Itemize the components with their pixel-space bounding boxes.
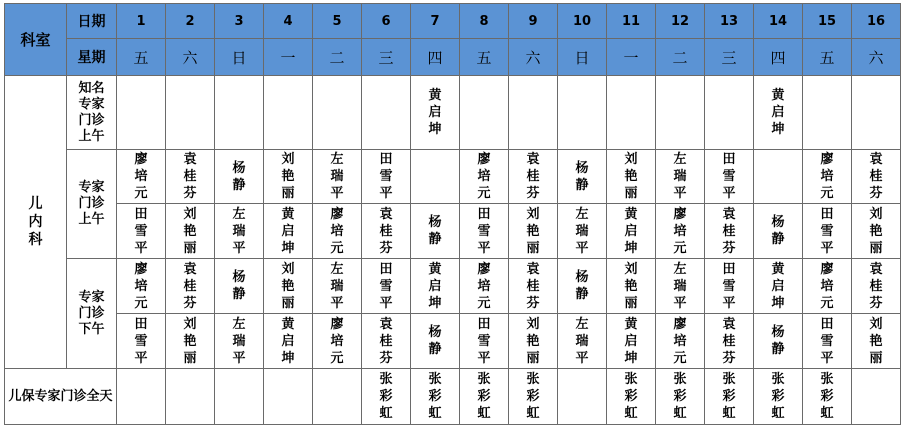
doctor-cell	[264, 150, 313, 204]
doctor-cell	[313, 314, 362, 369]
session-label-expert-pm	[67, 259, 117, 369]
doctor-cell	[117, 76, 166, 150]
doctor-cell	[754, 259, 803, 314]
doctor-cell	[705, 76, 754, 150]
doctor-cell-text: 田雪平	[134, 206, 148, 256]
doctor-cell	[264, 369, 313, 425]
doctor-cell-text: 杨静	[428, 325, 442, 357]
doctor-cell	[509, 369, 558, 425]
doctor-cell	[460, 76, 509, 150]
doctor-cell	[803, 369, 852, 425]
weekday-cell: 日	[215, 39, 264, 76]
doctor-cell	[509, 204, 558, 259]
doctor-cell	[264, 76, 313, 150]
weekday-cell: 二	[656, 39, 705, 76]
weekday-cell: 一	[607, 39, 656, 76]
doctor-cell-text: 袁桂芬	[183, 152, 197, 201]
date-cell: 2	[166, 4, 215, 39]
doctor-cell-text: 杨静	[428, 215, 442, 247]
doctor-cell	[607, 369, 656, 425]
doctor-cell	[411, 76, 460, 150]
date-cell: 3	[215, 4, 264, 39]
doctor-cell	[166, 204, 215, 259]
doctor-cell	[215, 314, 264, 369]
doctor-cell	[264, 204, 313, 259]
doctor-cell-text: 左瑞平	[575, 316, 589, 366]
doctor-cell	[215, 259, 264, 314]
doctor-cell-text: 杨静	[575, 270, 589, 302]
date-header-row	[5, 4, 901, 39]
doctor-cell	[607, 150, 656, 204]
doctor-cell	[362, 204, 411, 259]
date-cell: 16	[852, 4, 901, 39]
expert-pm-row-2	[5, 314, 901, 369]
doctor-cell	[215, 369, 264, 425]
weekday-cell: 五	[460, 39, 509, 76]
doctor-cell-text: 田雪平	[379, 261, 393, 311]
doctor-cell-text: 刘艳丽	[624, 261, 638, 311]
doctor-cell-text: 张彩虹	[526, 372, 540, 421]
doctor-cell-text: 左瑞平	[673, 261, 687, 311]
doctor-cell	[705, 204, 754, 259]
doctor-cell	[558, 369, 607, 425]
doctor-cell	[264, 314, 313, 369]
doctor-cell	[803, 150, 852, 204]
doctor-cell	[362, 314, 411, 369]
session-label-expert-pm-text: 专家门诊下午	[78, 289, 105, 337]
doctor-cell-text: 廖培元	[134, 152, 148, 201]
session-label-famous-am	[67, 76, 117, 150]
doctor-cell	[705, 150, 754, 204]
doctor-cell-text: 张彩虹	[722, 372, 736, 421]
date-cell: 15	[803, 4, 852, 39]
doctor-cell	[313, 259, 362, 314]
doctor-cell	[362, 76, 411, 150]
doctor-cell	[656, 76, 705, 150]
doctor-cell-text: 黄启坤	[624, 206, 638, 256]
doctor-cell	[803, 314, 852, 369]
doctor-cell	[705, 369, 754, 425]
date-cell: 9	[509, 4, 558, 39]
doctor-cell	[117, 259, 166, 314]
doctor-cell	[852, 369, 901, 425]
doctor-cell-text: 田雪平	[477, 206, 491, 256]
doctor-cell	[166, 259, 215, 314]
weekday-cell: 五	[117, 39, 166, 76]
doctor-cell	[117, 150, 166, 204]
doctor-cell	[607, 314, 656, 369]
expert-pm-row-1	[5, 259, 901, 314]
date-cell: 1	[117, 4, 166, 39]
doctor-cell	[754, 150, 803, 204]
doctor-cell	[803, 259, 852, 314]
doctor-cell-text: 张彩虹	[771, 372, 785, 421]
date-cell: 6	[362, 4, 411, 39]
doctor-cell-text: 袁桂芬	[526, 152, 540, 201]
doctor-cell	[264, 259, 313, 314]
weekday-cell: 日	[558, 39, 607, 76]
doctor-cell-text: 左瑞平	[232, 316, 246, 366]
doctor-cell-text: 张彩虹	[477, 372, 491, 421]
date-cell: 7	[411, 4, 460, 39]
doctor-cell-text: 杨静	[575, 160, 589, 193]
doctor-cell-text: 刘艳丽	[526, 316, 540, 366]
date-cell: 11	[607, 4, 656, 39]
doctor-cell-text: 袁桂芬	[722, 206, 736, 256]
doctor-cell-text: 廖培元	[820, 261, 834, 311]
doctor-cell-text: 田雪平	[820, 316, 834, 366]
doctor-cell	[411, 204, 460, 259]
doctor-cell	[411, 369, 460, 425]
doctor-cell-text: 袁桂芬	[869, 152, 883, 201]
date-label: 日期	[67, 4, 117, 39]
doctor-cell	[460, 259, 509, 314]
weekday-label: 星期	[67, 39, 117, 76]
doctor-cell	[754, 369, 803, 425]
schedule-table	[4, 3, 901, 425]
doctor-cell-text: 袁桂芬	[379, 206, 393, 256]
doctor-cell	[852, 314, 901, 369]
doctor-cell-text: 袁桂芬	[722, 316, 736, 366]
weekday-cell: 六	[509, 39, 558, 76]
expert-am-row-1	[5, 150, 901, 204]
doctor-cell	[215, 150, 264, 204]
doctor-cell	[117, 369, 166, 425]
date-cell: 13	[705, 4, 754, 39]
date-cell: 5	[313, 4, 362, 39]
doctor-cell	[509, 76, 558, 150]
doctor-cell	[460, 150, 509, 204]
doctor-cell-text: 廖培元	[134, 261, 148, 311]
doctor-cell-text: 左瑞平	[575, 206, 589, 256]
doctor-cell-text: 左瑞平	[673, 152, 687, 201]
doctor-cell	[215, 204, 264, 259]
doctor-cell-text: 田雪平	[379, 152, 393, 201]
weekday-cell: 四	[411, 39, 460, 76]
doctor-cell	[509, 314, 558, 369]
doctor-cell-text: 刘艳丽	[869, 206, 883, 256]
department-header: 科室	[5, 4, 67, 76]
doctor-cell-text: 黄启坤	[428, 261, 442, 311]
doctor-cell-text: 刘艳丽	[183, 316, 197, 366]
doctor-cell-text: 袁桂芬	[526, 261, 540, 311]
doctor-cell-text: 袁桂芬	[379, 316, 393, 366]
doctor-cell-text: 张彩虹	[673, 372, 687, 421]
doctor-cell-text: 田雪平	[722, 152, 736, 201]
doctor-cell-text: 杨静	[771, 325, 785, 357]
doctor-cell	[313, 369, 362, 425]
weekday-cell: 五	[803, 39, 852, 76]
doctor-cell-text: 袁桂芬	[183, 261, 197, 311]
doctor-cell-text: 张彩虹	[820, 372, 834, 421]
doctor-cell	[117, 204, 166, 259]
child-health-label: 儿保专家门诊全天	[5, 369, 117, 425]
doctor-cell	[656, 369, 705, 425]
doctor-cell	[313, 204, 362, 259]
department-cell	[5, 76, 67, 369]
doctor-cell	[607, 76, 656, 150]
doctor-cell-text: 田雪平	[134, 316, 148, 366]
doctor-cell-text: 田雪平	[722, 261, 736, 311]
doctor-cell	[362, 150, 411, 204]
doctor-cell-text: 刘艳丽	[624, 152, 638, 201]
doctor-cell	[558, 259, 607, 314]
doctor-cell	[166, 76, 215, 150]
doctor-cell	[460, 204, 509, 259]
doctor-cell-text: 廖培元	[673, 316, 687, 366]
doctor-cell	[215, 76, 264, 150]
doctor-cell-text: 田雪平	[820, 206, 834, 256]
doctor-cell-text: 袁桂芬	[869, 261, 883, 311]
weekday-cell: 六	[852, 39, 901, 76]
doctor-cell-text: 张彩虹	[624, 372, 638, 421]
doctor-cell	[509, 150, 558, 204]
doctor-cell	[362, 259, 411, 314]
doctor-cell	[166, 369, 215, 425]
doctor-cell	[411, 314, 460, 369]
doctor-cell-text: 刘艳丽	[869, 316, 883, 366]
doctor-cell	[362, 369, 411, 425]
doctor-cell-text: 田雪平	[477, 316, 491, 366]
doctor-cell-text: 廖培元	[477, 261, 491, 311]
doctor-cell	[656, 150, 705, 204]
doctor-cell-text: 左瑞平	[330, 152, 344, 201]
doctor-cell-text: 黄启坤	[428, 88, 442, 137]
weekday-cell: 六	[166, 39, 215, 76]
doctor-cell	[607, 204, 656, 259]
doctor-cell	[852, 150, 901, 204]
doctor-cell	[558, 76, 607, 150]
doctor-cell	[852, 204, 901, 259]
session-label-expert-am-text: 专家门诊上午	[78, 180, 105, 227]
date-cell: 10	[558, 4, 607, 39]
doctor-cell-text: 刘艳丽	[526, 206, 540, 256]
doctor-cell	[460, 369, 509, 425]
doctor-cell	[656, 204, 705, 259]
doctor-cell-text: 廖培元	[820, 152, 834, 201]
doctor-cell-text: 杨静	[771, 215, 785, 247]
doctor-cell	[313, 76, 362, 150]
doctor-cell	[705, 314, 754, 369]
date-cell: 12	[656, 4, 705, 39]
weekday-cell: 二	[313, 39, 362, 76]
doctor-cell-text: 刘艳丽	[281, 152, 295, 201]
expert-am-row-2	[5, 204, 901, 259]
weekday-cell: 一	[264, 39, 313, 76]
weekday-header-row	[5, 39, 901, 76]
doctor-cell	[411, 259, 460, 314]
doctor-cell-text: 杨静	[232, 160, 246, 193]
doctor-cell-text: 左瑞平	[232, 206, 246, 256]
doctor-cell-text: 廖培元	[477, 152, 491, 201]
doctor-cell	[607, 259, 656, 314]
date-cell: 8	[460, 4, 509, 39]
doctor-cell	[803, 76, 852, 150]
doctor-cell-text: 廖培元	[330, 316, 344, 366]
doctor-cell	[558, 314, 607, 369]
doctor-cell	[558, 204, 607, 259]
date-cell: 4	[264, 4, 313, 39]
doctor-cell	[803, 204, 852, 259]
doctor-cell-text: 廖培元	[330, 206, 344, 256]
doctor-cell-text: 左瑞平	[330, 261, 344, 311]
department-cell-text: 儿内科	[28, 196, 43, 248]
child-health-row	[5, 369, 901, 425]
doctor-cell-text: 黄启坤	[281, 316, 295, 366]
weekday-cell: 三	[362, 39, 411, 76]
doctor-cell-text: 黄启坤	[771, 261, 785, 311]
doctor-cell-text: 刘艳丽	[183, 206, 197, 256]
doctor-cell	[754, 76, 803, 150]
doctor-cell	[558, 150, 607, 204]
doctor-cell	[166, 150, 215, 204]
doctor-cell-text: 张彩虹	[428, 372, 442, 421]
doctor-cell	[117, 314, 166, 369]
doctor-cell-text: 黄启坤	[281, 206, 295, 256]
doctor-cell-text: 杨静	[232, 270, 246, 302]
session-label-expert-am	[67, 150, 117, 259]
doctor-cell-text: 黄启坤	[771, 88, 785, 137]
doctor-cell-text: 张彩虹	[379, 372, 393, 421]
doctor-cell	[705, 259, 754, 314]
doctor-cell	[411, 150, 460, 204]
doctor-cell	[754, 204, 803, 259]
famous-expert-am-row	[5, 76, 901, 150]
doctor-cell	[509, 259, 558, 314]
session-label-famous-am-text: 知名专家门诊上午	[78, 80, 105, 144]
doctor-cell	[852, 259, 901, 314]
doctor-cell	[754, 314, 803, 369]
doctor-cell-text: 黄启坤	[624, 316, 638, 366]
weekday-cell: 三	[705, 39, 754, 76]
doctor-cell	[460, 314, 509, 369]
doctor-cell-text: 廖培元	[673, 206, 687, 256]
doctor-cell	[852, 76, 901, 150]
doctor-cell	[656, 314, 705, 369]
doctor-cell	[656, 259, 705, 314]
weekday-cell: 四	[754, 39, 803, 76]
doctor-cell	[166, 314, 215, 369]
date-cell: 14	[754, 4, 803, 39]
doctor-cell-text: 刘艳丽	[281, 261, 295, 311]
doctor-cell	[313, 150, 362, 204]
